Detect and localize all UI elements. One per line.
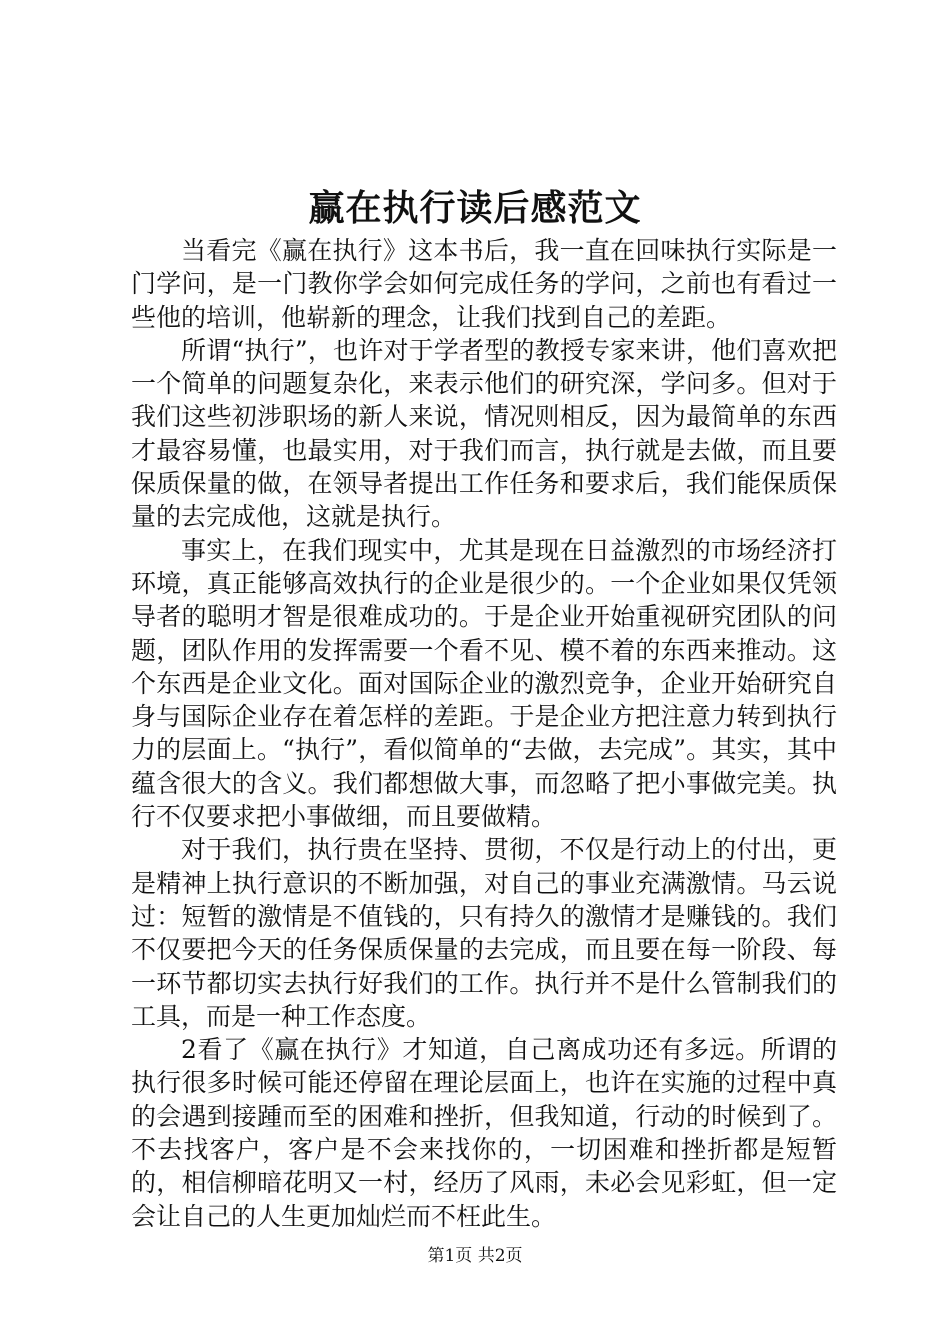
page-number-footer: 第1页 共2页 bbox=[427, 1246, 523, 1266]
paragraph-2: 所谓“执行”，也许对于学者型的教授专家来讲，他们喜欢把一个简单的问题复杂化，来表示他们的研究深，学问多。但对于我们这些初涉职场的新人来说，情况则相反，因为最简单的东西才最容易懂，也最实用，对于我们而言，执行就是去做，而且要保质保量的做，在领导者提出工作任务和要求后，我们能保质保量的去完成他，这就是执行。 bbox=[131, 335, 837, 532]
paragraph-5: 2看了《赢在执行》才知道，自己离成功还有多远。所谓的执行很多时候可能还停留在理论层面上，也许在实施的过程中真的会遇到接踵而至的困难和挫折，但我知道，行动的时候到了。不去找客户，客户是不会来找你的，一切困难和挫折都是短暂的，相信柳暗花明又一村，经历了风雨，未必会见彩虹，但一定会让自己的人生更加灿烂而不枉此生。 bbox=[131, 1035, 837, 1231]
document-body bbox=[131, 234, 837, 1233]
paragraph-3: 事实上，在我们现实中，尤其是现在日益激烈的市场经济打环境，真正能够高效执行的企业是很少的。一个企业如果仅凭领导者的聪明才智是很难成功的。于是企业开始重视研究团队的问题，团队作用的发挥需要一个看不见、模不着的东西来推动。这个东西是企业文化。面对国际企业的激烈竞争，企业开始研究自身与国际企业存在着怎样的差距。于是企业方把注意力转到执行力的层面上。“执行”，看似简单的“去做，去完成”。其实，其中蕴含很大的含义。我们都想做大事，而忽略了把小事做完美。执行不仅要求把小事做细，而且要做精。 bbox=[131, 535, 837, 832]
document-title: 赢在执行读后感范文 bbox=[308, 187, 642, 229]
paragraph-4: 对于我们，执行贵在坚持、贯彻，不仅是行动上的付出，更是精神上执行意识的不断加强，对自己的事业充满激情。马云说过：短暂的激情是不值钱的，只有持久的激情才是赚钱的。我们不仅要把今天的任务保质保量的去完成，而且要在每一阶段、每一环节都切实去执行好我们的工作。执行并不是什么管制我们的工具，而是一种工作态度。 bbox=[131, 835, 837, 1031]
paragraph-1: 当看完《赢在执行》这本书后，我一直在回味执行实际是一门学问，是一门教你学会如何完成任务的学问，之前也有看过一些他的培训，他崭新的理念，让我们找到自己的差距。 bbox=[131, 236, 837, 332]
